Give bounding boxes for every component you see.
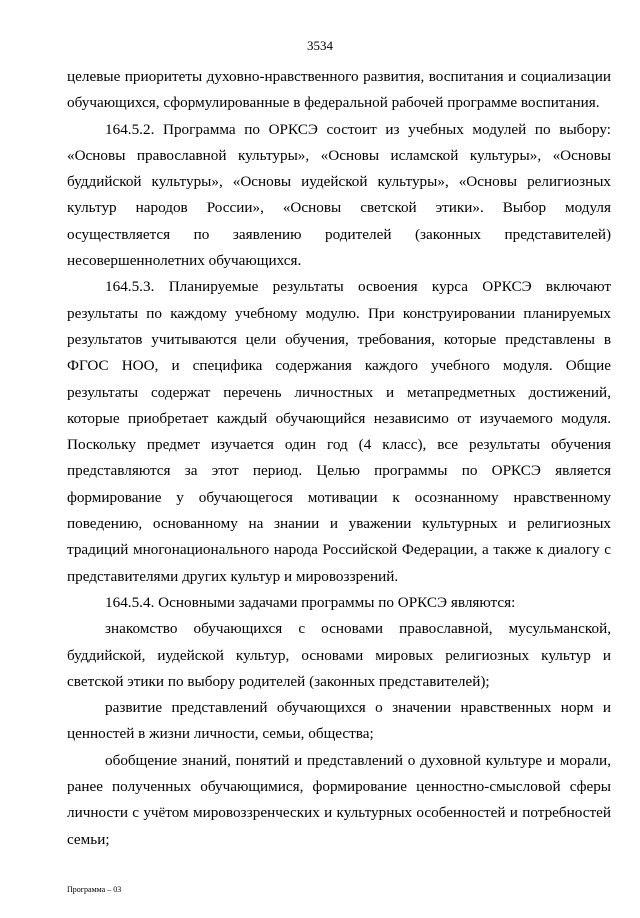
task-item-generalization: обобщение знаний, понятий и представлений о духовной культуре и морали, ранее полученных обучающимися, формирование ценностно-смысловой сферы личности с учётом мировоззренческих и культурных особенностей и потребностей семьи; xyxy=(67,751,611,848)
paragraph-164-5-2: 164.5.2. Программа по ОРКСЭ состоит из учебных модулей по выбору: «Основы православной культуры», «Основы исламской культуры», «Основы буддийской культуры», «Основы иудейской культуры», «Основы религиозных культур народов России», «Основы светской этики». Выбор модуля осуществляется по заявлению родителей (законных представителей) несовершеннолетних обучающихся. xyxy=(67,120,611,270)
paragraph-continuation: целевые приоритеты духовно-нравственного развития, воспитания и социализации обучающихся, сформулированные в федеральной рабочей программе воспитания. xyxy=(67,68,611,112)
task-item-development: развитие представлений обучающихся о значении нравственных норм и ценностей в жизни личности, семьи, общества; xyxy=(67,699,611,743)
paragraph-164-5-3: 164.5.3. Планируемые результаты освоения курса ОРКСЭ включают результаты по каждому учебному модулю. При конструировании планируемых результатов учитываются цели обучения, требования, которые представлены в ФГОС НОО, и специфика содержания каждого учебного модуля. Общие результаты содержат перечень личностных и метапредметных достижений, которые приобретает каждый обучающийся независимо от изучаемого модуля. Поскольку предмет изучается один год (4 класс), все результаты обучения представляются за этот период. Целью программы по ОРКСЭ является формирование у обучающегося мотивации к осознанному нравственному поведению, основанному на знании и уважении культурных и религиозных традиций многонационального народа Российской Федерации, а также к диалогу с представителями других культур и мировоззрений. xyxy=(67,278,611,585)
footer-label: Программа – 03 xyxy=(67,885,122,894)
page-number: 3534 xyxy=(307,38,333,53)
document-body xyxy=(67,64,611,853)
task-item-acquaintance: знакомство обучающихся с основами православной, мусульманской, буддийской, иудейской культур, основами мировых религиозных культур и светской этики по выбору родителей (законных представителей); xyxy=(67,620,611,690)
paragraph-164-5-4: 164.5.4. Основными задачами программы по ОРКСЭ являются: xyxy=(105,593,516,611)
